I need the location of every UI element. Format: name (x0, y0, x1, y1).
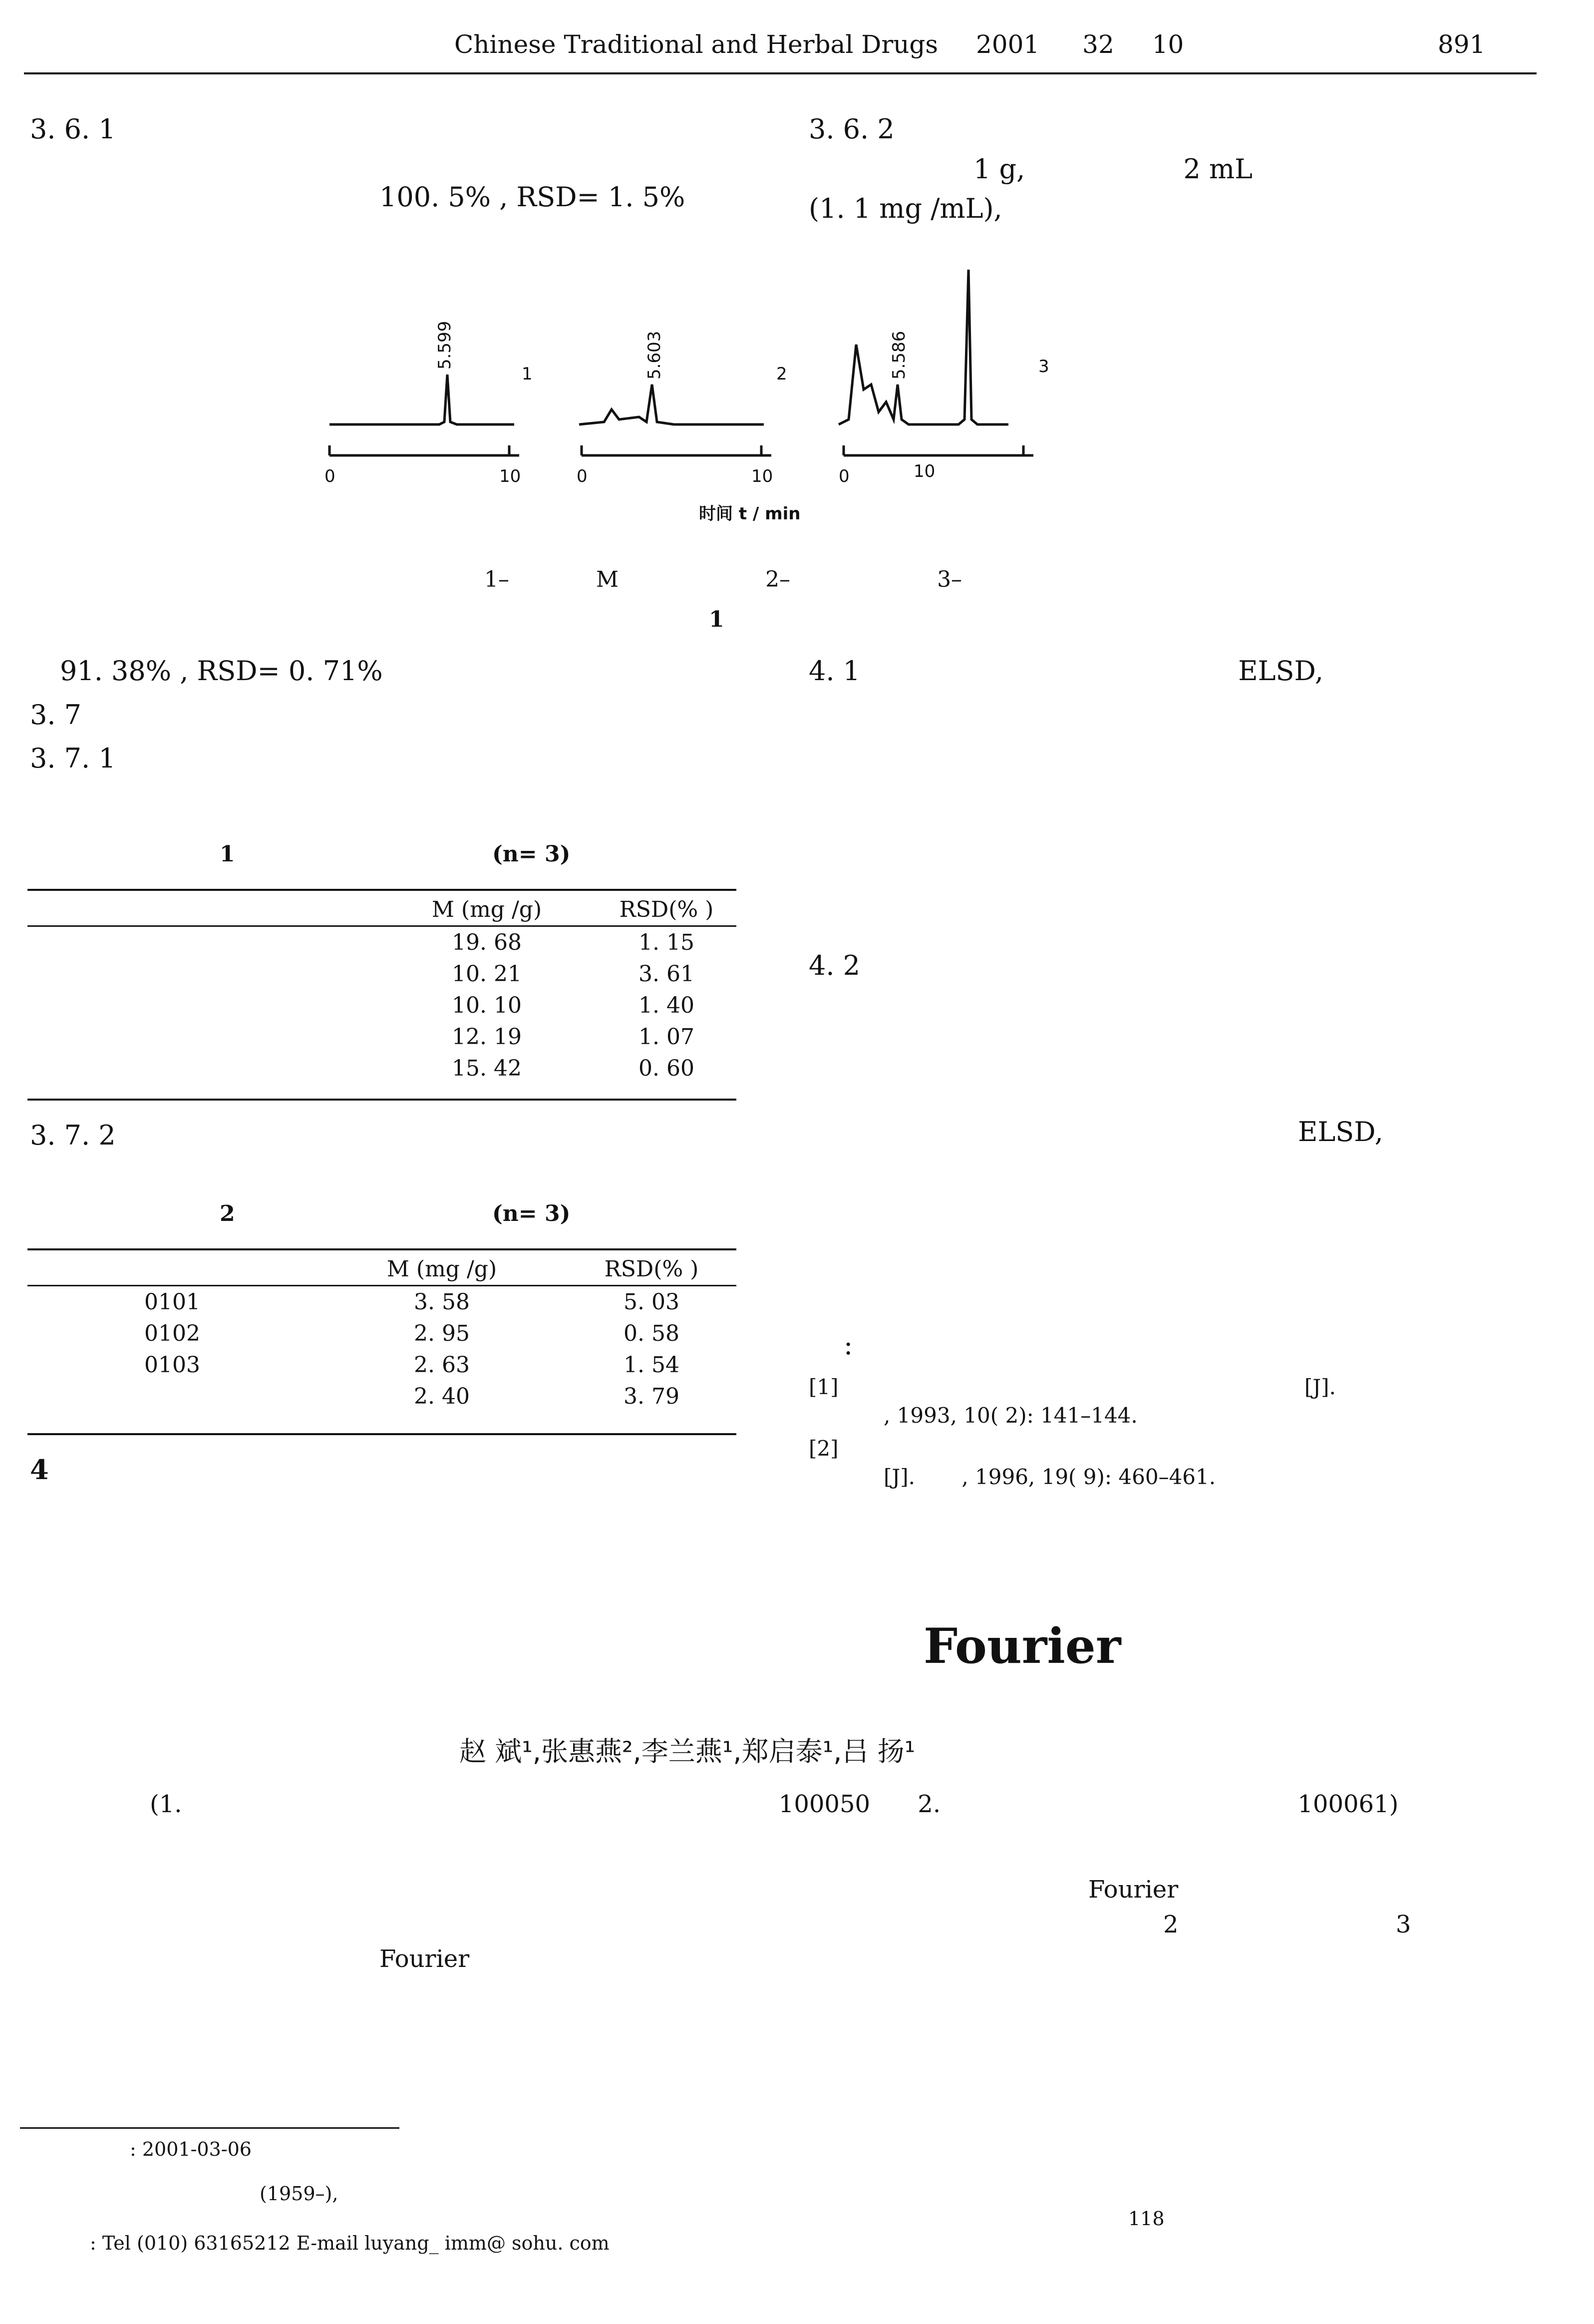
elsd-term-1: ELSD, (1238, 655, 1324, 687)
peak-label-2: 5.603 (644, 331, 664, 380)
table-row (27, 1349, 736, 1381)
heading-372: 3. 7. 2 (30, 1120, 116, 1151)
table-row (27, 1053, 736, 1084)
right-para-42 (809, 949, 1533, 1149)
table2 (27, 1253, 736, 1412)
panel-label-1: 1 (522, 364, 533, 384)
figure-caption-number: 1 (709, 607, 724, 632)
table1-bottom-rule (27, 1099, 736, 1101)
stat-recovery: 91. 38% , RSD= 0. 71% (60, 655, 383, 687)
table-cell (27, 926, 217, 959)
references (809, 1373, 1533, 1492)
table-row (27, 1318, 736, 1349)
x-tick-0a: 0 (324, 466, 335, 486)
table-cell: 10. 21 (452, 961, 522, 987)
legend-1: 1– (484, 567, 509, 592)
x-axis-label: 时间 t / min (699, 504, 801, 524)
left-para-361 (30, 112, 754, 214)
ref1-publication: , 1993, 10( 2): 141–144. (884, 1403, 1138, 1428)
table2-number: 2 (220, 1201, 235, 1226)
table2-col-m: M (mg /g) (386, 1256, 497, 1282)
table-cell: 12. 19 (452, 1024, 522, 1050)
table-cell: 2. 40 (414, 1384, 470, 1409)
x-tick-10a: 10 (499, 466, 521, 486)
right-para-362 (809, 112, 1533, 226)
table1 (27, 894, 736, 1084)
table2-bottom-rule (27, 1433, 736, 1435)
reference-2 (809, 1435, 1533, 1463)
peak-label-1: 5.599 (435, 321, 455, 370)
table1-top-rule (27, 889, 736, 891)
journal-volume: 32 (1082, 30, 1114, 59)
table-cell: 0. 60 (638, 1056, 694, 1081)
table-row (27, 1381, 736, 1412)
left-para-results (30, 654, 754, 819)
table-cell: 0. 58 (624, 1321, 679, 1346)
table1-n: (n= 3) (492, 841, 571, 867)
table-row (27, 1286, 736, 1318)
stat-362c: (1. 1 mg /mL), (809, 193, 1002, 224)
abstract-fourier-2: Fourier (379, 1945, 470, 1973)
table-cell: 19. 68 (452, 930, 522, 955)
table1-col-a (27, 894, 217, 926)
section-4-heading (30, 1453, 49, 1487)
x-tick-0c: 0 (839, 466, 850, 486)
table-cell: 2. 63 (414, 1352, 470, 1378)
table-cell: 0103 (144, 1352, 200, 1378)
table-cell: 0101 (144, 1289, 200, 1315)
table-cell: 1. 07 (638, 1024, 694, 1050)
table2-n: (n= 3) (492, 1201, 571, 1226)
abstract-fourier-1: Fourier (1088, 1876, 1179, 1904)
ref1-number: [1] (809, 1375, 839, 1399)
table-cell (217, 958, 377, 990)
legend-3: 3– (937, 567, 962, 592)
right-para-41 (809, 654, 1533, 688)
figure-caption (709, 607, 724, 632)
reference-1 (809, 1373, 1533, 1402)
header-rule (24, 72, 1537, 74)
affil-num-2: 2. (918, 1790, 941, 1818)
table-cell (27, 958, 217, 990)
x-tick-10c: 10 (914, 461, 936, 481)
table2-caption (220, 1201, 570, 1226)
table-cell: 1. 54 (624, 1352, 679, 1378)
table-cell (217, 1021, 377, 1053)
table2-col-rsd: RSD(% ) (604, 1256, 699, 1282)
panel-label-2: 2 (776, 364, 787, 384)
legend-2: 2– (765, 567, 791, 592)
abstract (70, 1873, 1518, 1977)
stat-362a: 1 g, (973, 153, 1025, 185)
table-row (27, 926, 736, 959)
table-cell: 5. 03 (624, 1289, 679, 1315)
affiliation-line (150, 1790, 1448, 1818)
table-cell: 3. 58 (414, 1289, 470, 1315)
journal-name: Chinese Traditional and Herbal Drugs (454, 30, 939, 59)
section-4-number: 4 (30, 1454, 49, 1486)
table-cell: 3. 79 (624, 1384, 679, 1409)
heading-42: 4. 2 (809, 950, 861, 981)
elsd-term-2: ELSD, (1298, 1116, 1383, 1148)
table-cell: 1. 40 (638, 993, 694, 1018)
table1-header-row (27, 894, 736, 926)
abstract-number-2: 2 (1163, 1910, 1179, 1938)
table2-top-rule (27, 1248, 736, 1250)
received-date: : 2001-03-06 (130, 2138, 252, 2160)
table-cell: 0102 (144, 1321, 200, 1346)
x-tick-10b: 10 (751, 466, 773, 486)
abstract-number-3: 3 (1395, 1910, 1411, 1938)
heading-371: 3. 7. 1 (30, 743, 116, 774)
table-row (27, 958, 736, 990)
table1-number: 1 (220, 841, 235, 867)
table-cell: 2. 95 (414, 1321, 470, 1346)
table-cell (27, 1021, 217, 1053)
x-tick-0b: 0 (577, 466, 588, 486)
chromatogram-trace-3 (839, 270, 1008, 424)
affil-postcode-1: 100050 (778, 1790, 871, 1818)
title-fourier: Fourier (924, 1618, 1121, 1674)
ref2-publication: , 1996, 19( 9): 460–461. (961, 1465, 1216, 1490)
affil-num-1: (1. (150, 1790, 182, 1818)
author-bio-year: (1959–), (260, 2183, 338, 2205)
table-cell: 3. 61 (638, 961, 694, 987)
legend-m: M (596, 567, 619, 592)
table-cell (217, 926, 377, 959)
left-para-372 (30, 1119, 116, 1153)
table2-col-a (27, 1253, 317, 1286)
peak-label-3: 5.586 (889, 331, 909, 380)
stat-361: 100. 5% , RSD= 1. 5% (379, 181, 685, 213)
table2-header-row (27, 1253, 736, 1286)
stat-362b: 2 mL (1183, 153, 1253, 185)
contact-info: : Tel (010) 63165212 E-mail luyang_ imm@ sohu. com (90, 2232, 610, 2255)
references-intro (799, 1328, 853, 1362)
author-list: 赵 斌¹,张惠燕²,李兰燕¹,郑启泰¹,吕 扬¹ (459, 1736, 916, 1767)
table-cell: 10. 10 (452, 993, 522, 1018)
table-cell (27, 1381, 317, 1412)
panel-label-3: 3 (1038, 357, 1049, 377)
author-bio-number: 118 (1128, 2207, 1165, 2230)
table-cell (217, 990, 377, 1021)
section-362: 3. 6. 2 (809, 113, 895, 145)
heading-37: 3. 7 (30, 699, 82, 731)
table-cell (217, 1053, 377, 1084)
table-row (27, 990, 736, 1021)
ref1-type: [J]. (1304, 1375, 1336, 1399)
table-cell: 15. 42 (452, 1056, 522, 1081)
table1-col-m: M (mg /g) (431, 897, 542, 922)
affil-postcode-2: 100061) (1297, 1790, 1399, 1818)
table1-caption (220, 841, 570, 867)
references-colon: : (844, 1329, 853, 1361)
chromatogram-trace-2 (579, 385, 764, 424)
footnote-rule (20, 2127, 399, 2129)
chromatogram-figure (319, 260, 1168, 539)
page-number: 891 (1438, 30, 1486, 59)
table1-col-b (217, 894, 377, 926)
ref2-number: [2] (809, 1436, 839, 1461)
table-cell: 1. 15 (638, 930, 694, 955)
heading-41: 4. 1 (809, 655, 861, 687)
article-title (924, 1618, 1121, 1674)
footnote (20, 2137, 1568, 2256)
section-361: 3. 6. 1 (30, 113, 116, 145)
chromatogram-trace-1 (329, 375, 514, 424)
table-row (27, 1021, 736, 1053)
table-cell (27, 990, 217, 1021)
journal-year: 2001 (976, 30, 1040, 59)
journal-number: 10 (1152, 30, 1184, 59)
figure-legend (484, 567, 962, 592)
table1-col-rsd: RSD(% ) (619, 897, 714, 922)
running-header (339, 30, 1388, 59)
ref2-type: [J]. (884, 1465, 915, 1490)
table-cell (27, 1053, 217, 1084)
